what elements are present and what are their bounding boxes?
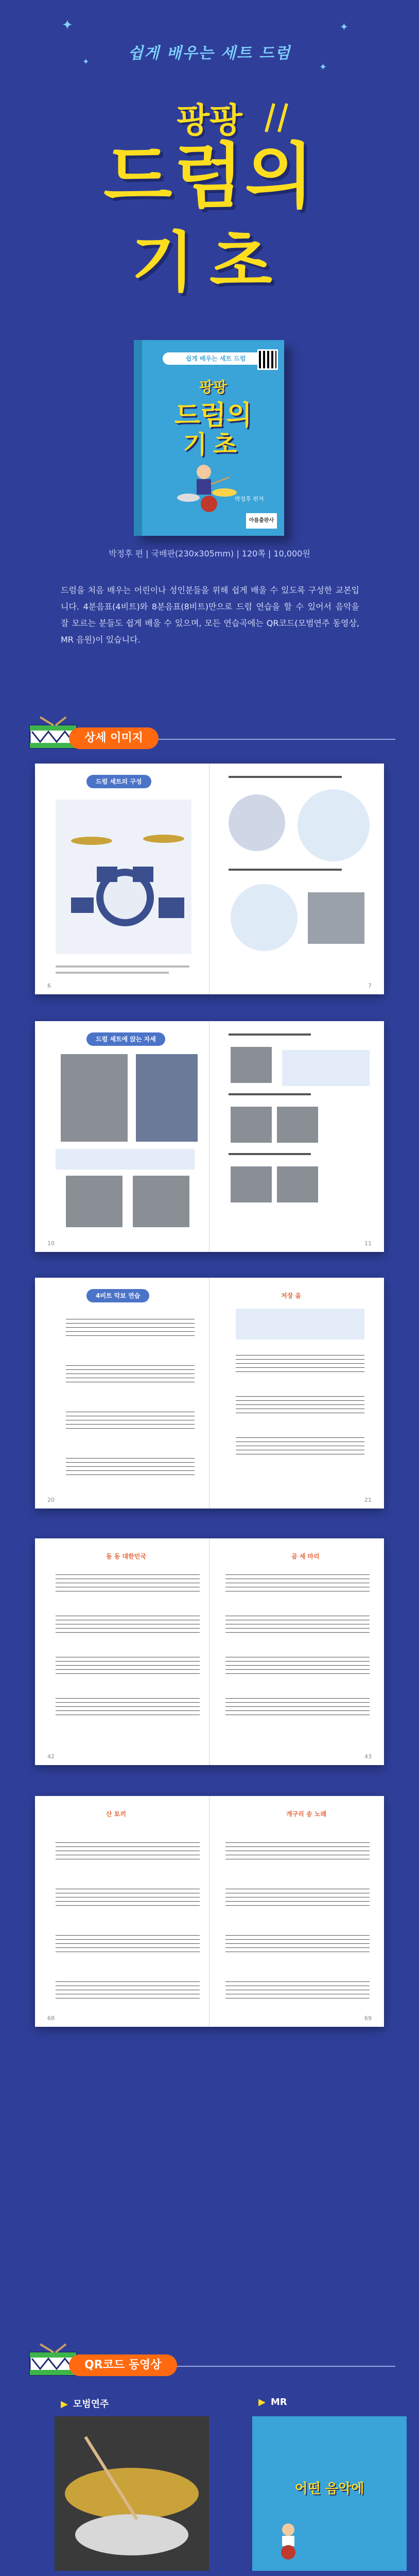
sparkle-icon: ✦ — [319, 62, 327, 73]
page-number: 21 — [364, 1497, 372, 1503]
arrow-right-icon: ▶ — [258, 2397, 266, 2408]
drummer-illustration — [173, 462, 250, 513]
sparkle-icon: ✦ — [340, 21, 348, 33]
page-heading: 곰 세 마리 — [282, 1550, 329, 1563]
page-heading: 산 토끼 — [97, 1807, 135, 1821]
music-staff — [56, 1935, 200, 1953]
music-staff — [56, 1889, 200, 1906]
drum-photo — [229, 794, 285, 851]
music-staff — [56, 1574, 200, 1592]
page-number: 20 — [47, 1497, 55, 1503]
page-number: 68 — [47, 2015, 55, 2022]
page-spread — [35, 764, 384, 994]
music-staff — [56, 1981, 200, 1999]
cover-author: 박정후 편저 — [235, 496, 264, 502]
performance-video-thumbnail[interactable] — [55, 2416, 209, 2571]
music-staff — [56, 1698, 200, 1716]
drummer-photo — [55, 2416, 209, 2571]
section-header-qr — [25, 2339, 395, 2380]
page-heading: 개구리 송 노래 — [277, 1807, 336, 1821]
page-heading: 저장 음 — [272, 1289, 310, 1302]
divider — [133, 739, 395, 740]
page-number: 6 — [47, 982, 51, 989]
drum-kid-icon — [268, 2519, 309, 2561]
music-staff — [225, 1698, 370, 1716]
page-heading: 드럼 세트의 구성 — [86, 775, 151, 788]
page-number: 69 — [364, 2015, 372, 2022]
qr-code-icon — [257, 349, 278, 370]
section-label: QR코드 동영상 — [69, 2354, 177, 2376]
music-staff — [66, 1319, 195, 1336]
music-staff — [236, 1437, 364, 1455]
video-right-label: ▶ MR — [258, 2397, 287, 2408]
cover-title-line3: 기초 — [183, 430, 243, 459]
music-staff — [225, 1889, 370, 1906]
music-staff — [225, 1574, 370, 1592]
mr-screen-title: 어떤 음악에 — [294, 2481, 364, 2497]
cover-slogan: 쉽게 배우는 세트 드럼 — [163, 352, 269, 365]
cover-title-line1: 팡팡 — [199, 379, 228, 396]
page-number: 11 — [364, 1240, 372, 1247]
music-staff — [225, 1935, 370, 1953]
hero — [0, 0, 419, 645]
music-staff — [236, 1355, 364, 1372]
sparkle-icon: ✦ — [82, 57, 90, 66]
page-number: 7 — [368, 982, 372, 989]
section-header-detail — [25, 712, 395, 753]
hand-photo — [277, 1107, 318, 1143]
posture-photo — [136, 1054, 198, 1142]
posture-photo — [61, 1054, 128, 1142]
music-staff — [66, 1458, 195, 1476]
info-bubble — [231, 884, 298, 951]
book-intro: 드럼을 처음 배우는 어린이나 성인분들을 위해 쉽게 배울 수 있도록 구성한 교본입니다. 4분음표(4비트)와 8분음표(8비트)만으로 드럼 연습을 할 수 있어서 음악을 잘 모르는 분들도 쉽게 배울 수 있으며, 모든 연습곡에는 QR코드(모범연주 동영상, MR 음원)이 있습니다. — [61, 585, 359, 645]
page-number: 43 — [364, 1753, 372, 1760]
page-spread — [35, 1278, 384, 1509]
snare-photo — [308, 892, 364, 944]
hero-title-line1: 팡팡 — [177, 100, 242, 140]
cover-title-line2: 드럼의 — [174, 400, 252, 431]
posture-photo — [133, 1176, 189, 1227]
hand-photo — [231, 1107, 272, 1143]
cover-publisher: 아름출판사 — [246, 513, 277, 529]
page-number: 42 — [47, 1753, 55, 1760]
page-heading: 4비트 악보 연습 — [86, 1289, 149, 1302]
music-staff — [66, 1365, 195, 1383]
hero-slogan: 쉽게 배우는 세트 드럼 — [128, 44, 291, 62]
page-spread — [35, 1021, 384, 1252]
slash-lines-icon — [264, 101, 294, 137]
page-heading: 드럼 세트에 앉는 자세 — [86, 1032, 165, 1046]
music-staff — [236, 1396, 364, 1414]
arrow-right-icon: ▶ — [61, 2399, 68, 2410]
music-staff — [225, 1657, 370, 1674]
hand-photo — [277, 1166, 318, 1202]
music-staff — [225, 1616, 370, 1633]
drum-set-illustration — [61, 820, 189, 944]
page-number: 10 — [47, 1240, 55, 1247]
page-spread — [35, 1796, 384, 2027]
hero-title-line2: 드럼의 — [103, 135, 316, 218]
page-heading: 동 동 대한민국 — [97, 1550, 155, 1563]
hero-title-line3: 기초 — [131, 225, 288, 300]
music-staff — [56, 1842, 200, 1860]
posture-photo — [66, 1176, 123, 1227]
music-staff — [56, 1616, 200, 1633]
sparkle-icon: ✦ — [62, 18, 73, 33]
book-meta: 박정후 편 | 국배판(230x305mm) | 120쪽 | 10,000원 — [109, 549, 310, 558]
music-staff — [66, 1412, 195, 1429]
music-staff — [225, 1842, 370, 1860]
info-bubble — [298, 789, 370, 861]
book-cover — [134, 340, 284, 536]
mr-video-thumbnail[interactable] — [252, 2416, 407, 2571]
video-left-label: ▶ 모범연주 — [61, 2399, 109, 2410]
page-spread — [35, 1538, 384, 1765]
music-staff — [56, 1657, 200, 1674]
hand-photo — [231, 1166, 272, 1202]
section-label: 상세 이미지 — [69, 727, 159, 749]
music-staff — [225, 1981, 370, 1999]
hand-photo — [231, 1047, 272, 1083]
